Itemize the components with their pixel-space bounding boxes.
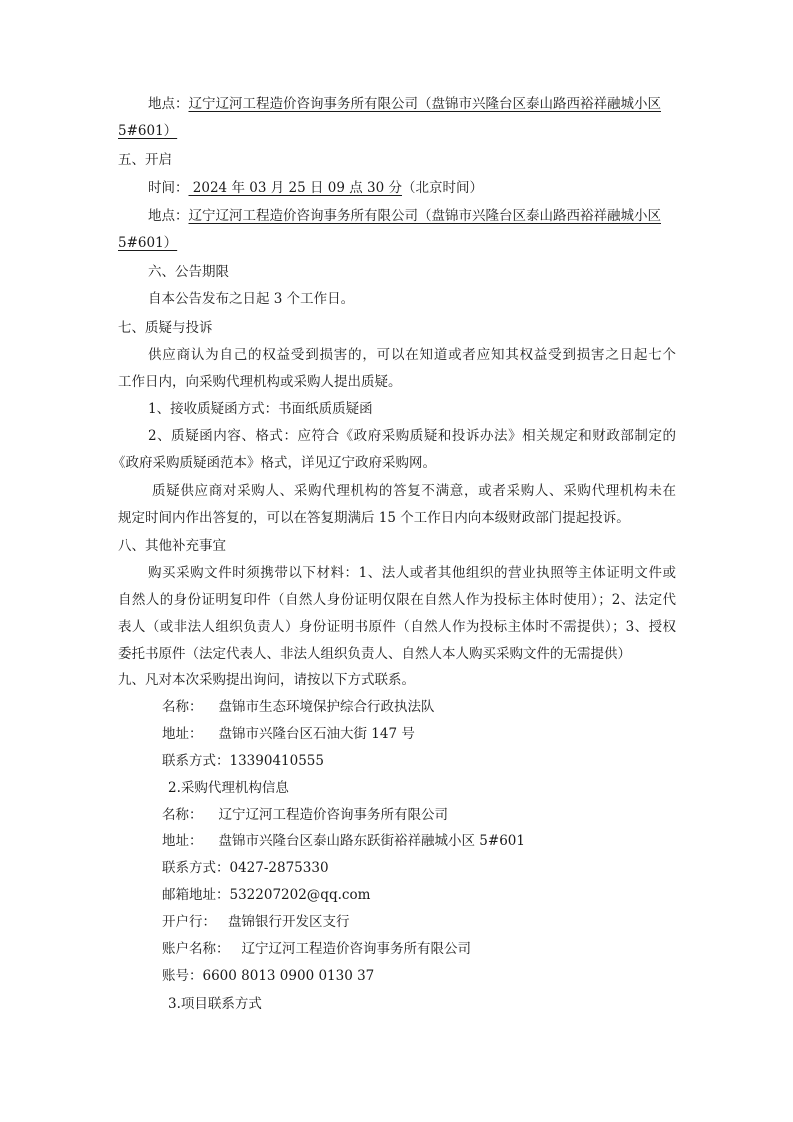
s5-time-label: 时间： [148,180,189,196]
agency-name-label: 名称： [162,807,203,823]
s6-text: 自本公告发布之日起 3 个工作日。 [148,291,355,307]
s8-line4: 委托书原件（法定代表人、非法人组织负责人、自然人本人购买采购文件的无需提供） [118,646,631,662]
s4-location-value: 辽宁辽河工程造价咨询事务所有限公司（盘锦市兴隆台区泰山路西裕祥融城小区 [188,96,661,112]
s7-item2-line1: 2、质疑函内容、格式：应符合《政府采购质疑和投诉办法》相关规定和财政部制定的 [148,428,676,444]
purchaser-name-label: 名称： [162,699,203,715]
s4-location-label: 地点： [148,96,189,112]
s8-heading: 八、其他补充事宜 [118,538,226,554]
s7-p2-line1: 质疑供应商对采购人、采购代理机构的答复不满意，或者采购人、采购代理机构未在 [152,483,676,499]
agency-email-label: 邮箱地址： [162,887,230,903]
project-contact-heading: 3.项目联系方式 [168,996,262,1012]
agency-account-no: 6600 8013 0900 0130 37 [202,968,375,984]
agency-contact: 0427-2875330 [229,860,329,876]
purchaser-name-row [162,697,435,717]
s4-location-value-cont: 5#601） [118,123,178,139]
s5-time-row [148,178,483,198]
s7-item2-line2: 《政府采购质疑函范本》格式，详见辽宁政府采购网。 [112,455,436,471]
agency-account-name: 辽宁辽河工程造价咨询事务所有限公司 [241,941,471,957]
agency-name: 辽宁辽河工程造价咨询事务所有限公司 [218,807,448,823]
agency-contact-label: 联系方式： [162,860,230,876]
agency-bank-row [162,912,350,932]
s9-heading: 九、凡对本次采购提出询问，请按以下方式联系。 [118,672,415,688]
agency-account-name-label: 账户名称： [162,941,230,957]
purchaser-address: 盘锦市兴隆台区石油大街 147 号 [218,726,415,742]
s8-line2: 自然人的身份证明复印件（自然人身份证明仅限在自然人作为投标主体时使用）；2、法定代 [118,592,676,608]
agency-name-row [162,805,448,825]
purchaser-contact-row [162,751,324,771]
s7-heading: 七、质疑与投诉 [118,320,213,336]
agency-bank-label: 开户行： [162,914,216,930]
s8-line1: 购买采购文件时须携带以下材料：1、法人或者其他组织的营业执照等主体证明文件或 [148,565,676,581]
agency-email[interactable]: 532207202@qq.com [229,887,371,903]
s5-location-value-cont: 5#601） [118,235,178,251]
s5-location-row [148,206,661,226]
agency-account-name-row [162,939,471,959]
s7-item1: 1、接收质疑函方式：书面纸质质疑函 [148,401,373,417]
agency-contact-row [162,858,329,878]
agency-address: 盘锦市兴隆台区泰山路东跃街裕祥融城小区 5#601 [218,833,525,849]
agency-account-no-label: 账号： [162,968,203,984]
s7-p2-line2: 规定时间内作出答复的，可以在答复期满后 15 个工作日内向本级财政部门提起投诉。 [118,510,630,526]
s5-time-value: 2024 年 03 月 25 日 09 点 30 分 [188,180,402,196]
purchaser-contact-label: 联系方式： [162,753,230,769]
purchaser-address-label: 地址： [162,726,203,742]
s4-location-row [148,94,661,114]
purchaser-name: 盘锦市生态环境保护综合行政执法队 [218,699,435,715]
agency-address-row [162,831,525,851]
s8-line3: 表人（或非法人组织负责人）身份证明书原件（自然人作为投标主体时不需提供）；3、授权 [118,619,676,635]
purchaser-address-row [162,724,415,744]
agency-account-no-row [162,966,374,986]
s5-heading: 五、开启 [118,152,172,168]
agency-bank: 盘锦银行开发区支行 [228,914,350,930]
s5-time-suffix: （北京时间） [401,180,483,196]
purchaser-contact: 13390410555 [229,753,324,769]
agency-heading: 2.采购代理机构信息 [168,780,289,796]
s5-location-label: 地点： [148,208,189,224]
s5-location-value: 辽宁辽河工程造价咨询事务所有限公司（盘锦市兴隆台区泰山路西裕祥融城小区 [188,208,661,224]
agency-email-row [162,885,370,905]
s6-heading: 六、公告期限 [148,264,229,280]
s7-p1-line1: 供应商认为自己的权益受到损害的，可以在知道或者应知其权益受到损害之日起七个 [148,347,676,363]
s7-p1-line2: 工作日内，向采购代理机构或采购人提出质疑。 [118,374,402,390]
agency-address-label: 地址： [162,833,203,849]
